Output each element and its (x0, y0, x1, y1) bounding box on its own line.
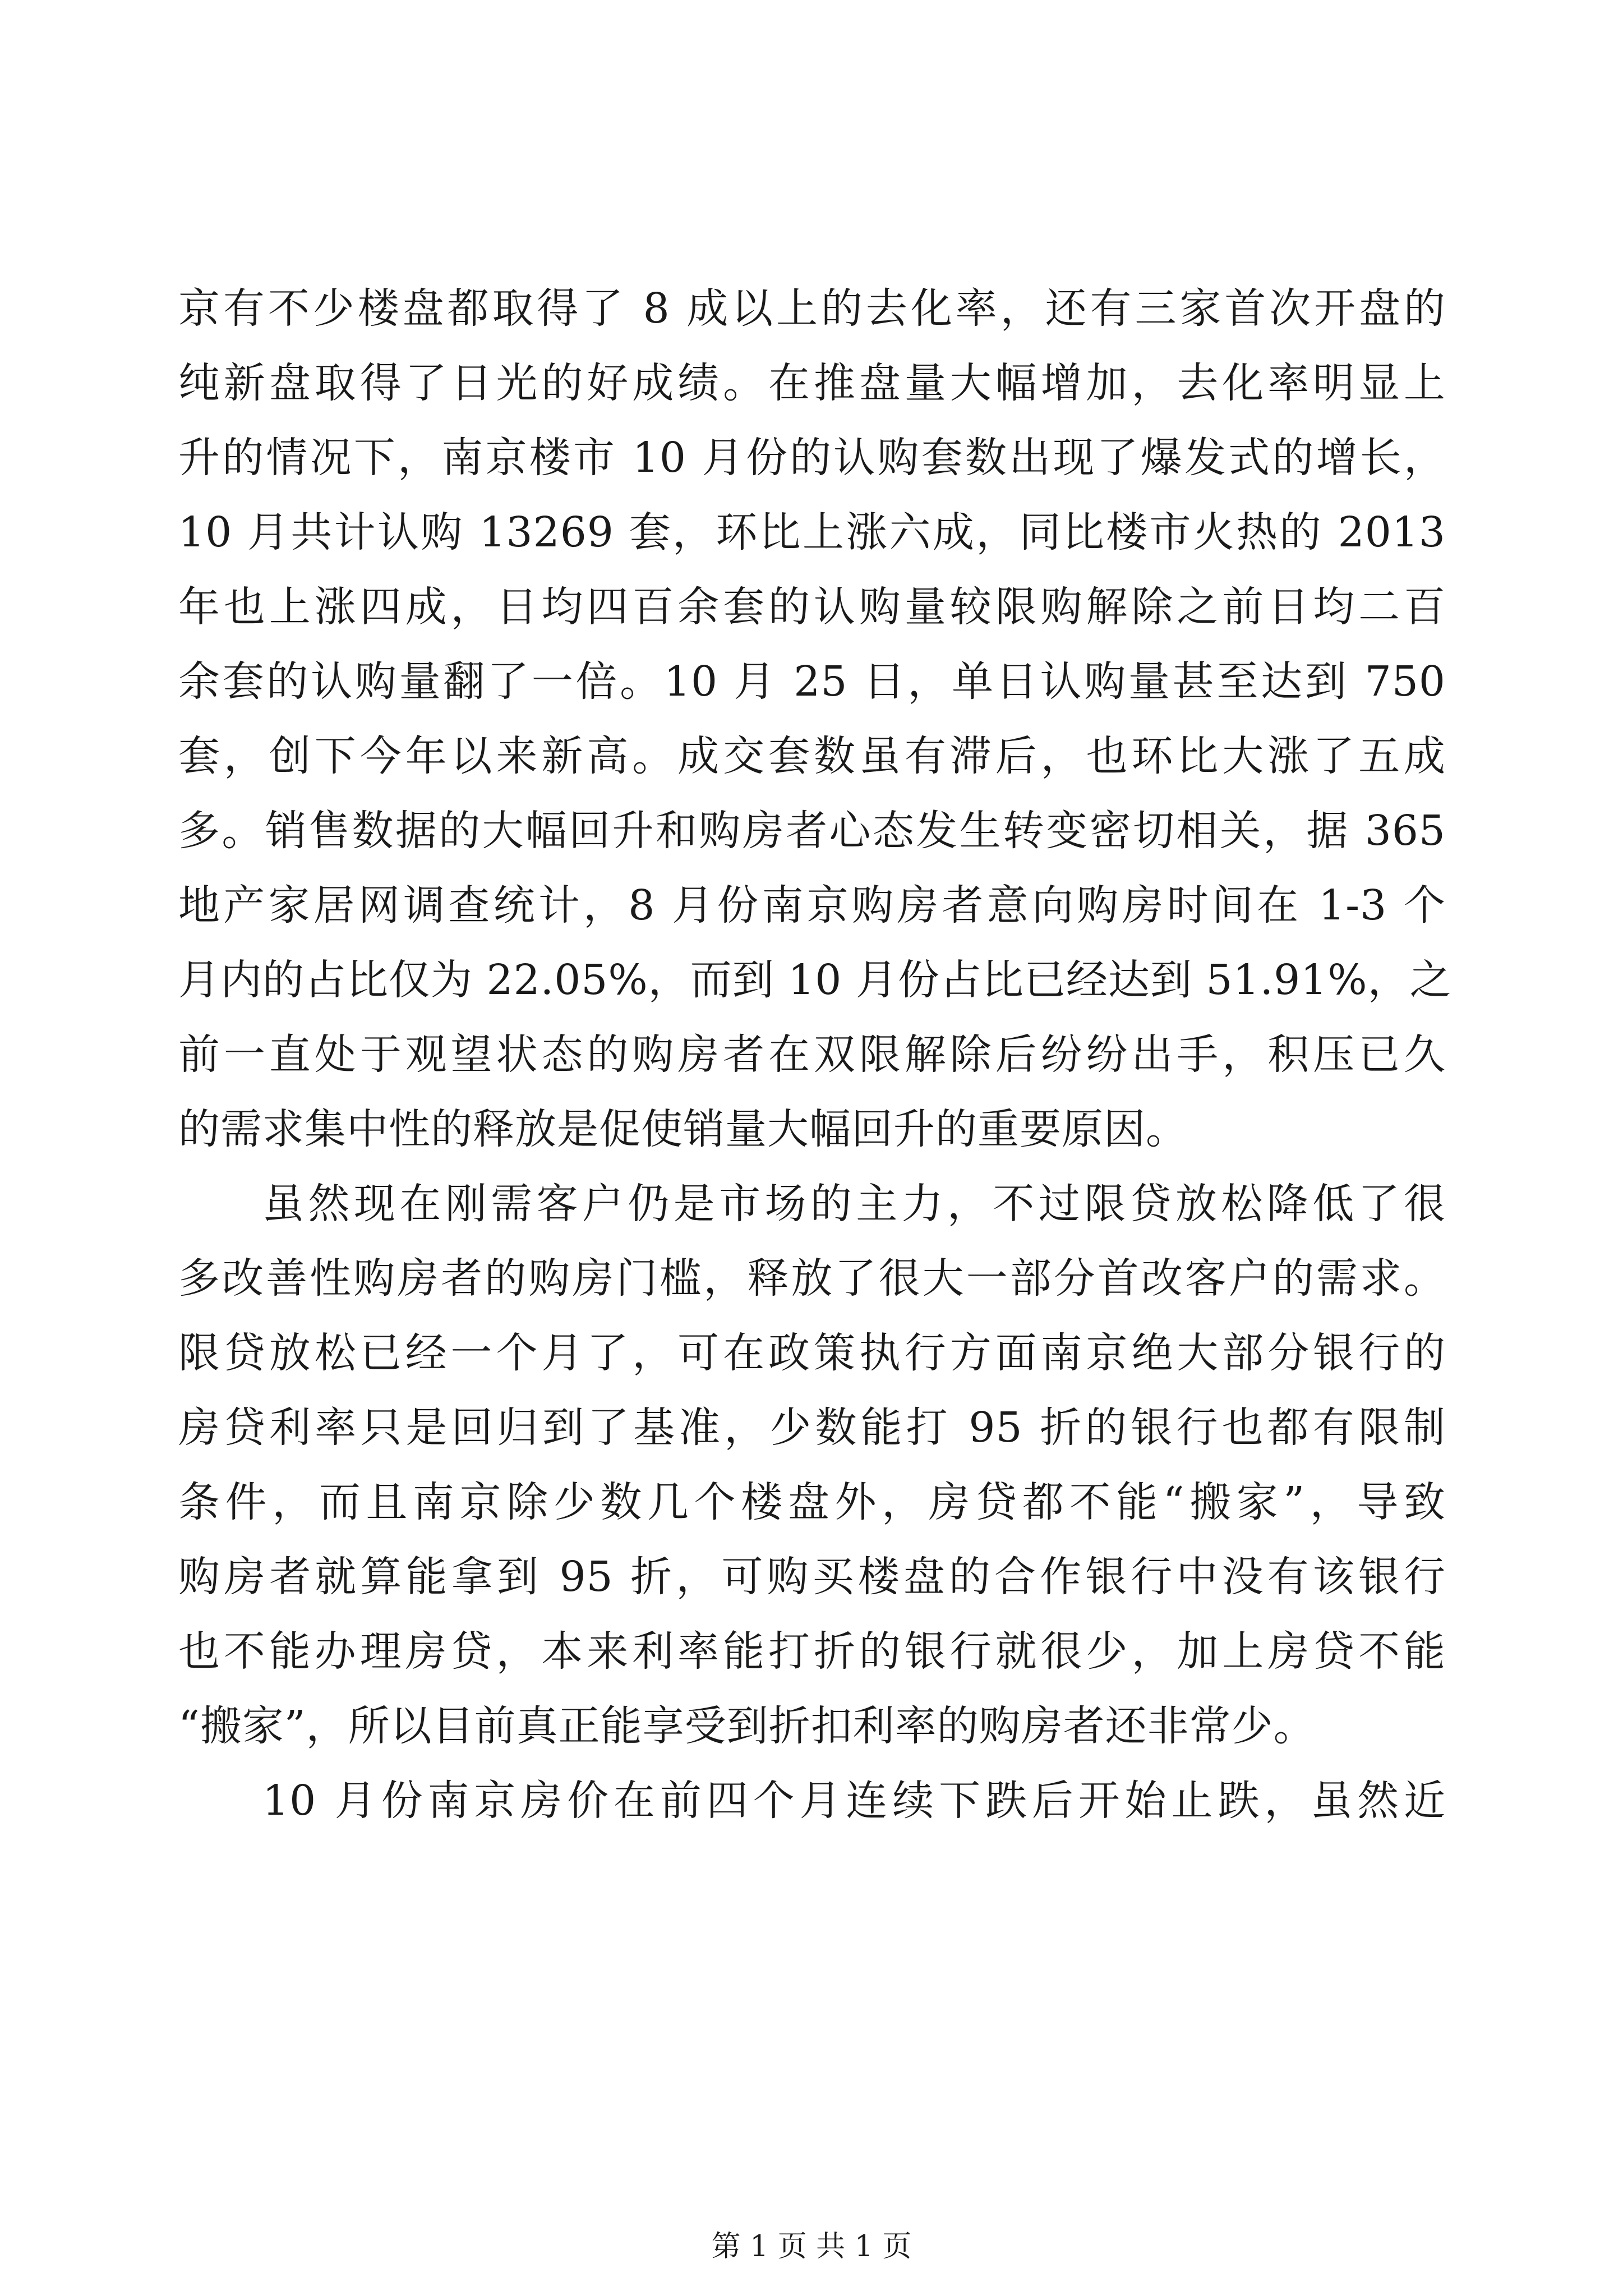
text-line: 地产家居网调查统计，8 月份南京购房者意向购房时间在 1-3 个 (178, 881, 1446, 930)
text-line: 年也上涨四成，日均四百余套的认购量较限购解除之前日均二百 (178, 583, 1446, 631)
text-line: 的需求集中性的释放是促使销量大幅回升的重要原因。 (178, 1105, 1188, 1153)
text-line: 也不能办理房贷，本来利率能打折的银行就很少，加上房贷不能 (178, 1627, 1446, 1676)
text-line: 购房者就算能拿到 95 折，可购买楼盘的合作银行中没有该银行 (178, 1553, 1446, 1601)
text-line: 纯新盘取得了日光的好成绩。在推盘量大幅增加，去化率明显上 (178, 359, 1446, 407)
text-line: 前一直处于观望状态的购房者在双限解除后纷纷出手，积压已久 (178, 1030, 1446, 1079)
text-line: 多改善性购房者的购房门槛，释放了很大一部分首改客户的需求。 (178, 1254, 1446, 1303)
text-line: 10 月共计认购 13269 套，环比上涨六成，同比楼市火热的 2013 (178, 508, 1446, 556)
paragraph-first-line: 10 月份南京房价在前四个月连续下跌后开始止跌，虽然近 (262, 1777, 1446, 1825)
text-line: 限贷放松已经一个月了，可在政策执行方面南京绝大部分银行的 (178, 1329, 1446, 1377)
text-line: “搬家”，所以目前真正能享受到折扣利率的购房者还非常少。 (178, 1702, 1316, 1750)
text-line: 京有不少楼盘都取得了 8 成以上的去化率，还有三家首次开盘的 (178, 284, 1446, 333)
page-footer: 第 1 页 共 1 页 (711, 2230, 912, 2263)
paragraph-first-line: 虽然现在刚需客户仍是市场的主力，不过限贷放松降低了很 (262, 1180, 1446, 1228)
text-line: 余套的认购量翻了一倍。10 月 25 日，单日认购量甚至达到 750 (178, 657, 1446, 706)
text-line: 多。销售数据的大幅回升和购房者心态发生转变密切相关，据 365 (178, 807, 1446, 855)
text-line: 房贷利率只是回归到了基准，少数能打 95 折的银行也都有限制 (178, 1404, 1446, 1452)
text-line: 月内的占比仅为 22.05%，而到 10 月份占比已经达到 51.91%，之 (178, 956, 1452, 1004)
text-line: 条件，而且南京除少数几个楼盘外，房贷都不能“搬家”，导致 (178, 1478, 1446, 1526)
text-line: 升的情况下，南京楼市 10 月份的认购套数出现了爆发式的增长， (178, 434, 1446, 482)
text-line: 套，创下今年以来新高。成交套数虽有滞后，也环比大涨了五成 (178, 732, 1446, 780)
